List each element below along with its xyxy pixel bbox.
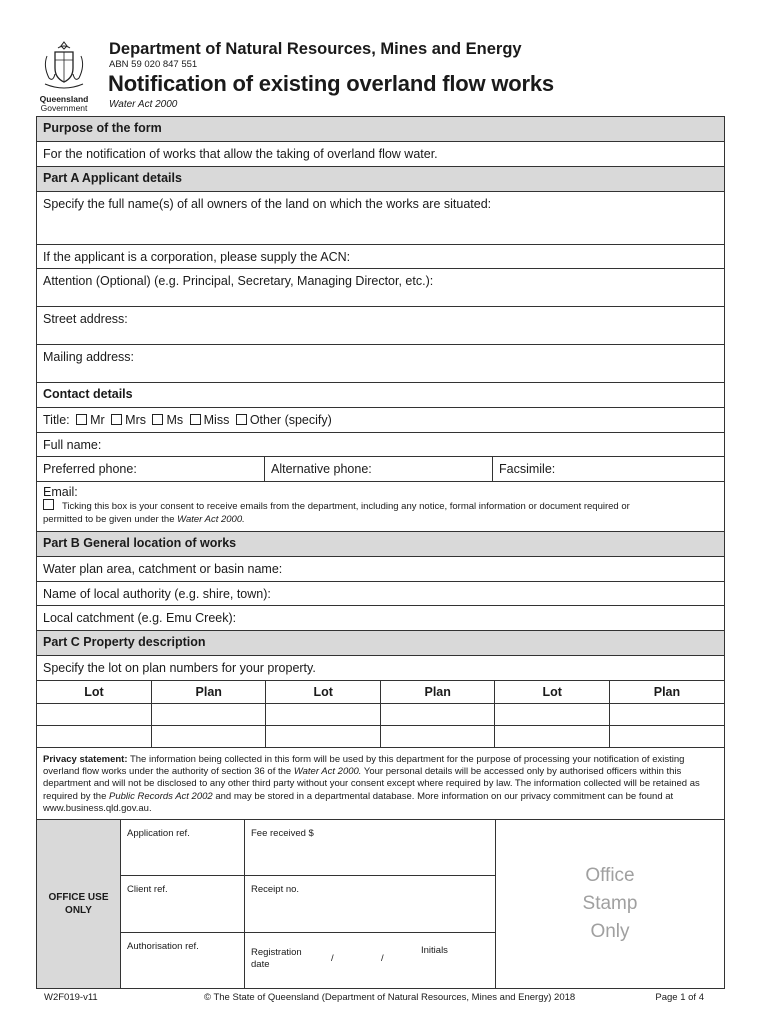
form-header — [36, 38, 736, 116]
lot-header-1: Lot — [37, 681, 151, 703]
authorisation-ref-label: Authorisation ref. — [127, 940, 199, 952]
privacy-label: Privacy statement: — [43, 754, 128, 765]
stamp-line2: Stamp — [582, 893, 638, 914]
abn-number: ABN 59 020 847 551 — [109, 59, 198, 70]
local-authority-label: Name of local authority (e.g. shire, town): — [43, 587, 271, 601]
notification-form — [36, 116, 725, 989]
local-authority-field[interactable] — [37, 582, 724, 606]
lot-cell[interactable] — [37, 725, 151, 747]
privacy-text-3: and may be stored in a departmental database. More information on our privacy commitment can be found at www.business.qld.gov.au. — [43, 790, 674, 814]
date-slash-1: / — [331, 952, 334, 964]
lot-plan-table — [37, 681, 724, 748]
purpose-text: For the notification of works that allow the taking of overland flow water. — [37, 142, 724, 167]
logo-line-government: Government — [40, 103, 88, 113]
privacy-statement — [37, 748, 724, 820]
local-catchment-field[interactable] — [37, 606, 724, 631]
local-catchment-label: Local catchment (e.g. Emu Creek): — [43, 611, 237, 625]
privacy-text-2: Your personal details will be accessed only by authorised officers within this department and will not be disclosed to any other third party without your consent except where required by law. The information collected will be retained as required by the — [43, 766, 700, 802]
water-plan-label: Water plan area, catchment or basin name: — [43, 562, 283, 576]
plan-header-1: Plan — [151, 681, 265, 703]
title-ms-checkbox[interactable] — [152, 414, 163, 425]
privacy-text-1: The information being collected in this form will be used by this department for the purpose of processing your notification of existing overland flow works under the authority of section 36 of the — [43, 754, 685, 778]
lot-cell[interactable] — [495, 725, 609, 747]
receipt-no-label: Receipt no. — [251, 884, 300, 896]
office-use-line2: ONLY — [65, 905, 92, 916]
coat-of-arms-icon — [41, 38, 87, 94]
lot-cell[interactable] — [37, 703, 151, 725]
email-consent-line2: permitted to be given under the — [43, 514, 178, 525]
date-slash-2: / — [381, 952, 384, 964]
attention-field[interactable] — [37, 269, 724, 307]
preferred-phone-field[interactable] — [37, 457, 265, 481]
lot-cell[interactable] — [266, 703, 380, 725]
client-ref-label: Client ref. — [127, 884, 168, 896]
title-mrs-checkbox[interactable] — [111, 414, 122, 425]
email-field[interactable] — [37, 482, 724, 532]
registration-label: Registration — [251, 946, 302, 958]
department-name: Department of Natural Resources, Mines and Energy — [109, 40, 522, 58]
owners-label: Specify the full name(s) of all owners of the land on which the works are situated: — [43, 197, 492, 211]
contact-details-heading: Contact details — [37, 383, 724, 408]
lot-plan-instruction: Specify the lot on plan numbers for your property. — [37, 656, 724, 681]
part-b-heading: Part B General location of works — [37, 532, 724, 557]
lot-header-3: Lot — [495, 681, 609, 703]
email-label: Email: — [43, 485, 78, 499]
office-use-line1: OFFICE USE — [48, 892, 109, 903]
street-address-field[interactable] — [37, 307, 724, 345]
fee-received-label: Fee received $ — [251, 828, 314, 839]
title-label: Title: — [43, 413, 70, 427]
phone-row — [37, 457, 724, 482]
preferred-phone-label: Preferred phone: — [43, 462, 137, 476]
office-stamp-area — [496, 820, 724, 988]
lot-cell[interactable] — [266, 725, 380, 747]
authorisation-ref-field[interactable] — [121, 933, 245, 988]
plan-cell[interactable] — [151, 725, 265, 747]
fee-received-field[interactable] — [245, 820, 495, 875]
mailing-address-label: Mailing address: — [43, 350, 135, 364]
title-mr-label: Mr — [90, 413, 105, 427]
email-consent-act: Water Act 2000. — [177, 514, 245, 525]
privacy-act-1: Water Act 2000. — [293, 766, 362, 778]
alternative-phone-label: Alternative phone: — [271, 462, 372, 476]
copyright-notice: © The State of Queensland (Department of Natural Resources, Mines and Energy) 2018 — [204, 992, 576, 1003]
title-other-label: Other (specify) — [249, 413, 332, 427]
office-use-label — [37, 820, 121, 988]
lot-header-2: Lot — [266, 681, 380, 703]
title-mr-checkbox[interactable] — [76, 414, 87, 425]
title-miss-label: Miss — [203, 413, 230, 427]
water-plan-field[interactable] — [37, 557, 724, 582]
facsimile-label: Facsimile: — [499, 462, 556, 476]
lot-plan-header-row — [37, 681, 724, 703]
queensland-government-logo — [36, 38, 92, 116]
office-use-section — [37, 820, 724, 988]
application-ref-label: Application ref. — [127, 828, 190, 839]
initials-label: Initials — [421, 944, 448, 956]
plan-cell[interactable] — [609, 703, 724, 725]
page-number: Page 1 of 4 — [655, 992, 704, 1003]
email-consent-line1: Ticking this box is your consent to receive emails from the department, including any notice, formal information or document required or — [62, 501, 630, 512]
owners-field[interactable] — [37, 192, 724, 245]
plan-cell[interactable] — [380, 703, 494, 725]
plan-cell[interactable] — [609, 725, 724, 747]
email-consent-text — [43, 499, 718, 526]
part-a-heading: Part A Applicant details — [37, 167, 724, 192]
full-name-label: Full name: — [43, 438, 102, 452]
purpose-heading: Purpose of the form — [37, 117, 724, 142]
title-mrs-label: Mrs — [125, 413, 146, 427]
street-address-label: Street address: — [43, 312, 128, 326]
receipt-no-field[interactable] — [245, 876, 495, 931]
mailing-address-field[interactable] — [37, 345, 724, 383]
plan-cell[interactable] — [380, 725, 494, 747]
attention-label: Attention (Optional) (e.g. Principal, Secretary, Managing Director, etc.): — [43, 274, 434, 288]
lot-plan-row — [37, 725, 724, 747]
logo-line-queensland: Queensland — [39, 94, 89, 104]
title-ms-label: Ms — [166, 413, 184, 427]
acn-label: If the applicant is a corporation, please supply the ACN: — [43, 250, 351, 264]
lot-cell[interactable] — [495, 703, 609, 725]
plan-header-3: Plan — [609, 681, 724, 703]
office-use-grid — [121, 820, 496, 988]
email-consent-checkbox[interactable] — [43, 499, 54, 510]
plan-cell[interactable] — [151, 703, 265, 725]
part-c-heading: Part C Property description — [37, 631, 724, 656]
date-label: date — [251, 958, 270, 970]
title-other-checkbox[interactable] — [236, 414, 247, 425]
form-title: Notification of existing overland flow works — [108, 71, 554, 96]
facsimile-field[interactable] — [493, 457, 724, 481]
title-miss-checkbox[interactable] — [190, 414, 201, 425]
stamp-line1: Office — [585, 865, 635, 886]
registration-date-field[interactable] — [245, 933, 495, 988]
full-name-field[interactable] — [37, 433, 724, 457]
application-ref-field[interactable] — [121, 820, 245, 875]
lot-plan-row — [37, 703, 724, 725]
alternative-phone-field[interactable] — [265, 457, 493, 481]
acn-field[interactable] — [37, 245, 724, 269]
stamp-line3: Only — [590, 921, 630, 942]
form-code: W2F019-v11 — [44, 992, 98, 1003]
client-ref-field[interactable] — [121, 876, 245, 931]
title-row — [37, 408, 724, 433]
plan-header-2: Plan — [380, 681, 494, 703]
privacy-act-2: Public Records Act 2002 — [109, 790, 213, 802]
form-act: Water Act 2000 — [109, 99, 178, 110]
